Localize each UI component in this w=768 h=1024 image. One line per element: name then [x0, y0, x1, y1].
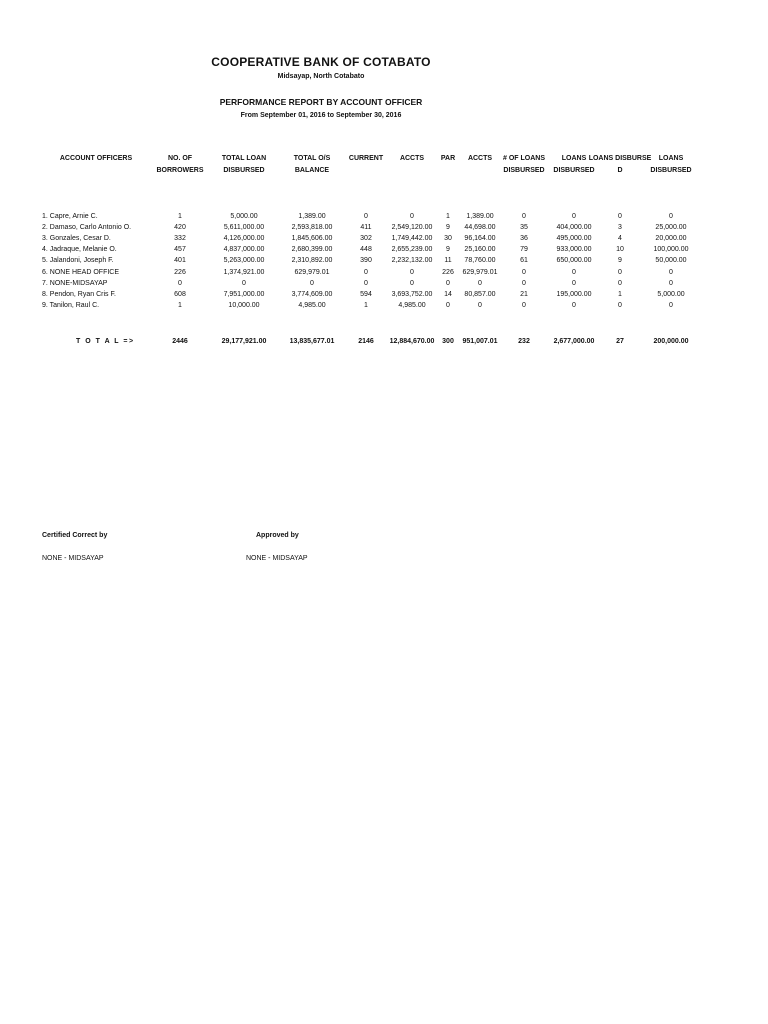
cell-current: 411 [360, 224, 372, 232]
cell-current: 0 [364, 213, 368, 220]
cell-par: 1 [446, 213, 450, 220]
cell-total-os-balance: 4,985.00 [298, 301, 326, 309]
officer-name: 4. Jadraque, Melanie O. [42, 246, 117, 254]
cell-loans-disbursed-3: 200,000.00 [653, 338, 689, 345]
cell-loans-disbursed-3: 100,000.00 [653, 246, 689, 254]
officer-name: 8. Pendon, Ryan Cris F. [42, 290, 116, 298]
cell-loans-disbursed-1: 650,000.00 [556, 257, 592, 265]
cell-loans-disbursed-2: 3 [618, 224, 622, 232]
cell-num-loans-disbursed: 35 [520, 224, 528, 232]
cell-loans-disbursed-2: 10 [616, 246, 624, 254]
cell-par: 300 [442, 338, 454, 345]
cell-loans-disbursed-3: 5,000.00 [657, 290, 685, 298]
cell-loans-disbursed-3: 25,000.00 [655, 224, 687, 232]
header-line: DISBURSED [503, 167, 545, 174]
cell-par: 9 [446, 224, 450, 232]
header-line: DISBURSED [223, 167, 265, 174]
cell-total-os-balance: 629,979.01 [294, 268, 330, 276]
cell-num-loans-disbursed: 36 [520, 235, 528, 243]
header-line: BALANCE [294, 167, 330, 174]
header-line: DISBURSED [553, 167, 595, 174]
table-row [0, 267, 768, 278]
cell-current: 390 [360, 257, 372, 265]
cell-accts-current: 2,232,132.00 [391, 257, 433, 265]
total-label: T O T A L => [76, 338, 135, 345]
header-line: ACCTS [467, 155, 493, 162]
cell-total-os-balance: 1,389.00 [298, 213, 326, 220]
cell-par: 226 [442, 268, 454, 276]
cell-total-os-balance: 2,593,818.00 [291, 224, 333, 232]
cell-loans-disbursed-3: 0 [669, 268, 673, 276]
cell-accts-par: 78,760.00 [464, 257, 496, 265]
officer-name: 9. Tanilon, Raul C. [42, 301, 100, 309]
header-line: CURRENT [348, 155, 384, 162]
cell-no-of-borrowers: 1 [178, 213, 182, 220]
cell-accts-par: 44,698.00 [464, 224, 496, 232]
cell-current: 594 [360, 290, 372, 298]
header-total-loan-disbursed [222, 153, 266, 177]
cell-loans-disbursed-2: 0 [618, 268, 622, 276]
cell-par: 9 [446, 246, 450, 254]
cell-loans-disbursed-3: 0 [669, 213, 673, 220]
cell-accts-current: 4,985.00 [398, 301, 426, 309]
cell-num-loans-disbursed: 21 [520, 290, 528, 298]
header-accts-par [468, 153, 492, 177]
cell-loans-disbursed-3: 0 [669, 279, 673, 287]
header-current [349, 153, 383, 177]
cell-total-loan-disbursed: 0 [242, 279, 246, 287]
officer-name: 3. Gonzales, Cesar D. [42, 235, 111, 243]
cell-loans-disbursed-3: 0 [669, 301, 673, 309]
header-loans-disbursed-3 [650, 153, 691, 177]
header-line: ACCOUNT OFFICERS [59, 155, 133, 162]
table-row [0, 233, 768, 244]
cell-current: 0 [364, 268, 368, 276]
cell-accts-current: 3,693,752.00 [391, 290, 433, 298]
cell-total-loan-disbursed: 7,951,000.00 [223, 290, 265, 298]
header-line: LOANS [561, 155, 587, 162]
bank-name: COOPERATIVE BANK OF COTABATO [211, 55, 431, 69]
cell-loans-disbursed-2: 9 [618, 257, 622, 265]
cell-par: 0 [446, 279, 450, 287]
officer-name: 7. NONE-MIDSAYAP [42, 279, 108, 287]
cell-loans-disbursed-1: 0 [572, 268, 576, 276]
bank-location: Midsayap, North Cotabato [277, 73, 365, 80]
officer-name: 1. Capre, Arnie C. [42, 213, 98, 220]
header-line: # OF LOANS [502, 155, 546, 162]
header-line [468, 165, 492, 177]
officer-name: 6. NONE HEAD OFFICE [42, 268, 120, 276]
cell-total-loan-disbursed: 4,126,000.00 [223, 235, 265, 243]
cell-num-loans-disbursed: 0 [522, 213, 526, 220]
header-account-officers [60, 153, 132, 177]
header-line: TOTAL LOAN [221, 155, 267, 162]
cell-accts-current: 0 [410, 279, 414, 287]
header-line: LOANS [658, 155, 684, 162]
cell-no-of-borrowers: 608 [174, 290, 186, 298]
cell-num-loans-disbursed: 232 [518, 338, 530, 345]
cell-num-loans-disbursed: 0 [522, 268, 526, 276]
table-row [0, 300, 768, 311]
cell-num-loans-disbursed: 79 [520, 246, 528, 254]
cell-par: 14 [444, 290, 452, 298]
cell-accts-current: 1,749,442.00 [391, 235, 433, 243]
cell-loans-disbursed-2: 0 [618, 279, 622, 287]
report-title: PERFORMANCE REPORT BY ACCOUNT OFFICER [219, 97, 423, 107]
header-line: ACCTS [399, 155, 425, 162]
header-line [60, 165, 132, 177]
header-line [441, 165, 455, 177]
cell-current: 0 [364, 279, 368, 287]
header-line [349, 165, 383, 177]
cell-loans-disbursed-2: 0 [618, 301, 622, 309]
cell-no-of-borrowers: 2446 [172, 338, 188, 345]
cell-loans-disbursed-1: 195,000.00 [556, 290, 592, 298]
cell-total-loan-disbursed: 5,611,000.00 [223, 224, 265, 232]
cell-accts-par: 0 [478, 279, 482, 287]
cell-total-loan-disbursed: 5,263,000.00 [223, 257, 265, 265]
header-line: D [617, 167, 623, 174]
cell-total-os-balance: 1,845,606.00 [291, 235, 333, 243]
header-line [400, 165, 424, 177]
cell-no-of-borrowers: 420 [174, 224, 186, 232]
table-row [0, 278, 768, 289]
cell-total-loan-disbursed: 4,837,000.00 [223, 246, 265, 254]
cell-accts-par: 951,007.01 [462, 338, 498, 345]
cell-loans-disbursed-2: 4 [618, 235, 622, 243]
cell-accts-par: 1,389.00 [466, 213, 494, 220]
cell-accts-par: 96,164.00 [464, 235, 496, 243]
cell-loans-disbursed-1: 933,000.00 [556, 246, 592, 254]
header-line: LOANS DISBURSE [588, 155, 652, 162]
cell-current: 302 [360, 235, 372, 243]
certified-name: NONE - MIDSAYAP [42, 555, 104, 562]
cell-num-loans-disbursed: 61 [520, 257, 528, 265]
cell-loans-disbursed-1: 0 [572, 213, 576, 220]
officer-name: 5. Jalandoni, Joseph F. [42, 257, 114, 265]
cell-loans-disbursed-1: 404,000.00 [556, 224, 592, 232]
header-accts-current [400, 153, 424, 177]
cell-no-of-borrowers: 457 [174, 246, 186, 254]
officer-name: 2. Damaso, Carlo Antonio O. [42, 224, 132, 232]
table-row [0, 244, 768, 255]
cell-total-os-balance: 2,310,892.00 [291, 257, 333, 265]
header-line: BORROWERS [156, 167, 204, 174]
cell-loans-disbursed-3: 50,000.00 [655, 257, 687, 265]
cell-no-of-borrowers: 226 [174, 268, 186, 276]
header-par [441, 153, 455, 177]
approved-label: Approved by [256, 532, 299, 539]
cell-no-of-borrowers: 332 [174, 235, 186, 243]
cell-total-loan-disbursed: 5,000.00 [230, 213, 258, 220]
cell-accts-current: 0 [410, 268, 414, 276]
header-total-os-balance [294, 153, 331, 177]
table-row [0, 255, 768, 266]
header-line: TOTAL O/S [293, 155, 331, 162]
report-period: From September 01, 2016 to September 30, 2016 [240, 112, 402, 119]
cell-par: 11 [444, 257, 452, 265]
header-line: DISBURSED [650, 167, 692, 174]
header-loans-disbursed-2 [589, 153, 652, 177]
cell-accts-par: 25,160.00 [464, 246, 496, 254]
cell-accts-current: 0 [410, 213, 414, 220]
cell-total-os-balance: 2,680,399.00 [291, 246, 333, 254]
cell-total-os-balance: 0 [310, 279, 314, 287]
header-line: PAR [440, 155, 456, 162]
cell-total-loan-disbursed: 10,000.00 [228, 301, 260, 309]
cell-accts-par: 80,857.00 [464, 290, 496, 298]
cell-loans-disbursed-2: 1 [618, 290, 622, 298]
certified-label: Certified Correct by [42, 532, 108, 539]
cell-total-os-balance: 3,774,609.00 [291, 290, 333, 298]
header-line: NO. OF [167, 155, 193, 162]
cell-loans-disbursed-1: 0 [572, 301, 576, 309]
approved-name: NONE - MIDSAYAP [246, 555, 308, 562]
header-num-loans-disbursed [503, 153, 545, 177]
cell-accts-current: 2,549,120.00 [391, 224, 433, 232]
cell-accts-par: 629,979.01 [462, 268, 498, 276]
header-no-of-borrowers [156, 153, 203, 177]
cell-loans-disbursed-3: 20,000.00 [655, 235, 687, 243]
cell-total-os-balance: 13,835,677.01 [289, 338, 335, 345]
cell-num-loans-disbursed: 0 [522, 301, 526, 309]
cell-no-of-borrowers: 401 [174, 257, 186, 265]
cell-current: 448 [360, 246, 372, 254]
table-row [0, 222, 768, 233]
table-row [0, 211, 768, 222]
cell-total-loan-disbursed: 29,177,921.00 [221, 338, 267, 345]
cell-total-loan-disbursed: 1,374,921.00 [223, 268, 265, 276]
cell-loans-disbursed-1: 2,677,000.00 [553, 338, 595, 345]
cell-no-of-borrowers: 0 [178, 279, 182, 287]
cell-num-loans-disbursed: 0 [522, 279, 526, 287]
cell-par: 0 [446, 301, 450, 309]
table-row [0, 289, 768, 300]
cell-loans-disbursed-1: 495,000.00 [556, 235, 592, 243]
cell-par: 30 [444, 235, 452, 243]
cell-current: 2146 [358, 338, 374, 345]
cell-loans-disbursed-1: 0 [572, 279, 576, 287]
cell-loans-disbursed-2: 27 [616, 338, 624, 345]
cell-accts-par: 0 [478, 301, 482, 309]
cell-loans-disbursed-2: 0 [618, 213, 622, 220]
cell-no-of-borrowers: 1 [178, 301, 182, 309]
cell-accts-current: 2,655,239.00 [391, 246, 433, 254]
total-row [0, 336, 768, 347]
cell-accts-current: 12,884,670.00 [389, 338, 435, 345]
cell-current: 1 [364, 301, 368, 309]
